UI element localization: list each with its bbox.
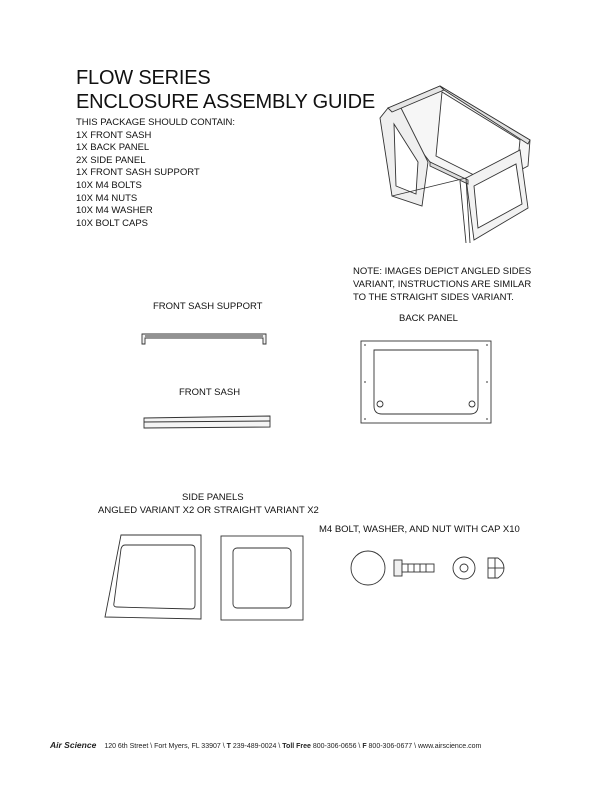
footer-phone: 239-489-0024 \ [230,743,283,750]
front-sash-support-drawing [139,330,269,348]
package-item: 1X FRONT SASH SUPPORT [76,167,200,179]
document-title-line1: FLOW SERIES [76,67,211,89]
back-panel-drawing [360,340,492,424]
angled-side-panel-drawing [103,533,203,621]
package-contents [76,117,235,230]
back-panel-label: BACK PANEL [399,313,458,324]
note-line3: TO THE STRAIGHT SIDES VARIANT. [353,292,514,303]
footer-tollfree-label: Toll Free [282,743,311,750]
package-item: 10X BOLT CAPS [76,217,148,229]
hardware-drawing [348,548,508,588]
note-line1: NOTE: IMAGES DEPICT ANGLED SIDES [353,266,532,277]
front-sash-drawing [142,414,272,430]
package-item: 10X M4 WASHER [76,205,153,217]
note-line2: VARIANT, INSTRUCTIONS ARE SIMILAR [353,279,532,290]
footer-fax-and-website: 800-306-0677 \ www.airscience.com [366,743,482,750]
front-sash-support-label: FRONT SASH SUPPORT [153,301,263,312]
assembled-enclosure-illustration [370,78,540,243]
bolt-cap-icon [488,558,504,578]
package-item: 10X M4 NUTS [76,192,138,204]
package-item: 10X M4 BOLTS [76,179,142,191]
washer-icon [351,551,385,585]
footer [50,740,481,750]
package-item: 2X SIDE PANEL [76,154,146,166]
package-item: 1X FRONT SASH [76,129,152,141]
footer-address: 120 6th Street \ Fort Myers, FL 33907 \ [104,743,227,750]
document-title-line2: ENCLOSURE ASSEMBLY GUIDE [76,91,375,113]
hardware-label: M4 BOLT, WASHER, AND NUT WITH CAP X10 [319,524,520,535]
nut-icon [453,557,475,579]
side-panels-variants: ANGLED VARIANT X2 OR STRAIGHT VARIANT X2 [98,505,319,516]
straight-side-panel-drawing [220,535,304,621]
footer-tollfree: 800-306-0656 \ [310,743,363,750]
footer-phone-label: T [226,743,231,750]
side-panels-label: SIDE PANELS [182,492,244,503]
footer-fax-label: F [362,743,367,750]
bolt-icon [394,560,434,576]
package-heading: THIS PACKAGE SHOULD CONTAIN: [76,117,236,128]
front-sash-label: FRONT SASH [179,387,241,398]
brand-logo: Air Science [50,740,97,750]
package-item: 1X BACK PANEL [76,142,150,154]
